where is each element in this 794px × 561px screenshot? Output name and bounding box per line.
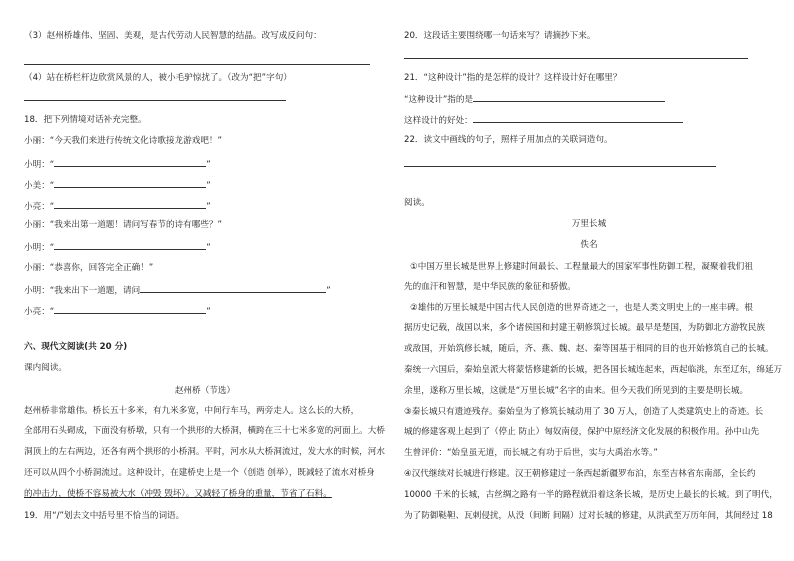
dialog-line-1 — [24, 135, 222, 147]
passage-line-underlined: 的冲击力，使桥不容易被大水（冲毁 毁坏）。又减轻了桥身的重量，节省了石料。 — [24, 489, 332, 499]
dialog-line-5 — [24, 219, 222, 231]
answer-line-q3[interactable] — [24, 64, 370, 65]
close-quote: ” — [206, 307, 211, 317]
article-line: 10000 千米的长城，古丝绸之路有一半的路程就沿着这条长城，是历史上最长的长城。到了明代， — [404, 490, 778, 500]
passage-line: 洞顶上的左右两边，还各有两个拱形的小桥洞。平时，河水从大桥洞流过，发大水的时候，河水 — [24, 447, 385, 457]
passage-line: 还可以从四个小桥洞流过。这种设计，在建桥史上是一个（创造 创举），既减轻了流水对桥身 — [24, 468, 375, 478]
article-author: 佚名 — [580, 240, 598, 250]
speaker-label: 小丽： — [24, 220, 50, 230]
answer-blank[interactable] — [54, 240, 206, 250]
dialog-line-4 — [24, 199, 211, 213]
answer-blank[interactable] — [54, 304, 206, 314]
question-3: （3）赵州桥雄伟、坚固、美观，是古代劳动人民智慧的结晶。改写成反问句： — [24, 31, 322, 41]
dialog-text: “今天我们来进行传统文化诗歌接龙游戏吧！” — [49, 136, 222, 146]
open-quote: “ — [49, 202, 55, 212]
close-quote: ” — [206, 202, 211, 212]
article-title: 万里长城 — [571, 219, 607, 229]
article-line: ③秦长城只有遗迹残存。秦始皇为了修筑长城动用了 30 万人，创造了人类建筑史上的奇迹。长 — [404, 407, 764, 417]
article-line: 生曾评价：“始皇虽无道，而长城之有功于后世，实与大禹治水等。” — [404, 448, 658, 458]
dialog-text: “恭喜你，回答完全正确！” — [49, 263, 154, 273]
dialog-line-3 — [24, 178, 211, 192]
article-line: ④汉代继续对长城进行修建。汉王朝修建过一条西起新疆罗布泊，东至吉林省东南部，全长约 — [404, 469, 756, 479]
dialog-line-9 — [24, 304, 211, 318]
dialog-line-7 — [24, 262, 153, 274]
passage-line: 赵州桥非常雄伟。桥长五十多米，有九米多宽，中间行车马，两旁走人。这么长的大桥， — [24, 406, 360, 416]
speaker-label: 小美： — [24, 181, 50, 191]
speaker-label: 小丽： — [24, 136, 50, 146]
dialog-line-2 — [24, 157, 211, 171]
open-quote: “ — [49, 243, 55, 253]
close-quote: ” — [206, 243, 211, 253]
q21-part-b — [404, 113, 683, 127]
answer-line-q22[interactable] — [404, 166, 716, 167]
answer-blank-q21a[interactable] — [473, 92, 665, 102]
article-line: ①中国万里长城是世界上修建时间最长、工程量最大的国家军事性防御工程，凝聚着我们祖 — [410, 262, 753, 272]
question-20: 20．这段话主要围绕哪一句话来写？请摘抄下来。 — [404, 31, 596, 41]
answer-line-q20[interactable] — [404, 58, 748, 59]
question-21: 21．“这种设计”指的是怎样的设计？这样设计好在哪里？ — [404, 73, 622, 83]
answer-blank[interactable] — [54, 199, 206, 209]
intro-label: 课内阅读。 — [24, 363, 67, 373]
answer-line-q4[interactable] — [24, 100, 286, 101]
article-line: 据历史记载，战国以来，多个诸侯国和封建王朝修筑过长城。最早是楚国，为防御北方游牧民族 — [404, 323, 765, 333]
question-4: （4）站在桥栏杆边欣赏风景的人，被小毛驴惊扰了。（改为“把”字句） — [24, 73, 292, 83]
article-line: 或敌国，开始筑修长城，随后，齐、燕、魏、赵、秦等国基于相同的目的也开始修筑自己的长城。 — [404, 344, 774, 354]
article-line: 秦统一六国后，秦始皇派大将蒙恬修建新的长城，把各国长城连起来，西起临洮，东至辽东，绵延万 — [404, 365, 783, 375]
article-line: 为了防御鞑靼、瓦剌侵扰，从没（间断 间隔）过对长城的修建，从洪武至万历年间，其间经过 18 — [404, 511, 773, 521]
open-quote: “ — [49, 160, 55, 170]
open-quote: “我来出下一道题，请问 — [49, 286, 141, 296]
close-quote: ” — [206, 160, 211, 170]
article-line: 先的血汗和智慧，是中华民族的象征和骄傲。 — [404, 282, 576, 292]
open-quote: “ — [49, 181, 55, 191]
question-19: 19．用“/”划去文中括号里不恰当的词语。 — [24, 511, 185, 521]
q21-part-a — [404, 92, 665, 106]
passage-line: 全部用石头砌成，下面没有桥墩，只有一个拱形的大桥洞，横跨在三十七米多宽的河面上。大桥 — [24, 426, 385, 436]
speaker-label: 小明： — [24, 243, 50, 253]
speaker-label: 小亮： — [24, 202, 50, 212]
answer-blank[interactable] — [54, 157, 206, 167]
answer-blank[interactable] — [54, 178, 206, 188]
speaker-label: 小亮： — [24, 307, 50, 317]
passage-title: 赵州桥（节选） — [174, 386, 236, 396]
close-quote: ” — [326, 286, 331, 296]
section-6-heading: 六、现代文阅读(共 20 分) — [24, 342, 128, 352]
speaker-label: 小丽： — [24, 263, 50, 273]
question-22: 22．读文中画线的句子，照样子用加点的关联词造句。 — [404, 135, 613, 145]
q21-part-a-label: “这种设计”指的是 — [404, 95, 474, 105]
answer-blank[interactable] — [140, 283, 326, 293]
answer-blank-q21b[interactable] — [473, 113, 683, 123]
speaker-label: 小明： — [24, 160, 50, 170]
q21-part-b-label: 这样设计的好处： — [404, 116, 473, 126]
question-18: 18．把下列情境对话补充完整。 — [24, 115, 147, 125]
dialog-line-8 — [24, 283, 331, 297]
dialog-text: “我来出第一道题！请问写春节的诗有哪些？” — [49, 220, 222, 230]
reading-label: 阅读。 — [404, 198, 430, 208]
article-line: 城的修建客观上起到了（停止 防止）匈奴南侵，保护中原经济文化发展的积极作用。孙中山先 — [404, 427, 760, 437]
dialog-line-6 — [24, 240, 211, 254]
article-line: ②雄伟的万里长城是中国古代人民创造的世界奇迹之一，也是人类文明史上的一座丰碑。根 — [410, 303, 753, 313]
article-line: 余里，遂称万里长城，这就是“万里长城”名字的由来。但今天我们所见到的主要是明长城。 — [404, 386, 749, 396]
speaker-label: 小明： — [24, 286, 50, 296]
open-quote: “ — [49, 307, 55, 317]
close-quote: ” — [206, 181, 211, 191]
